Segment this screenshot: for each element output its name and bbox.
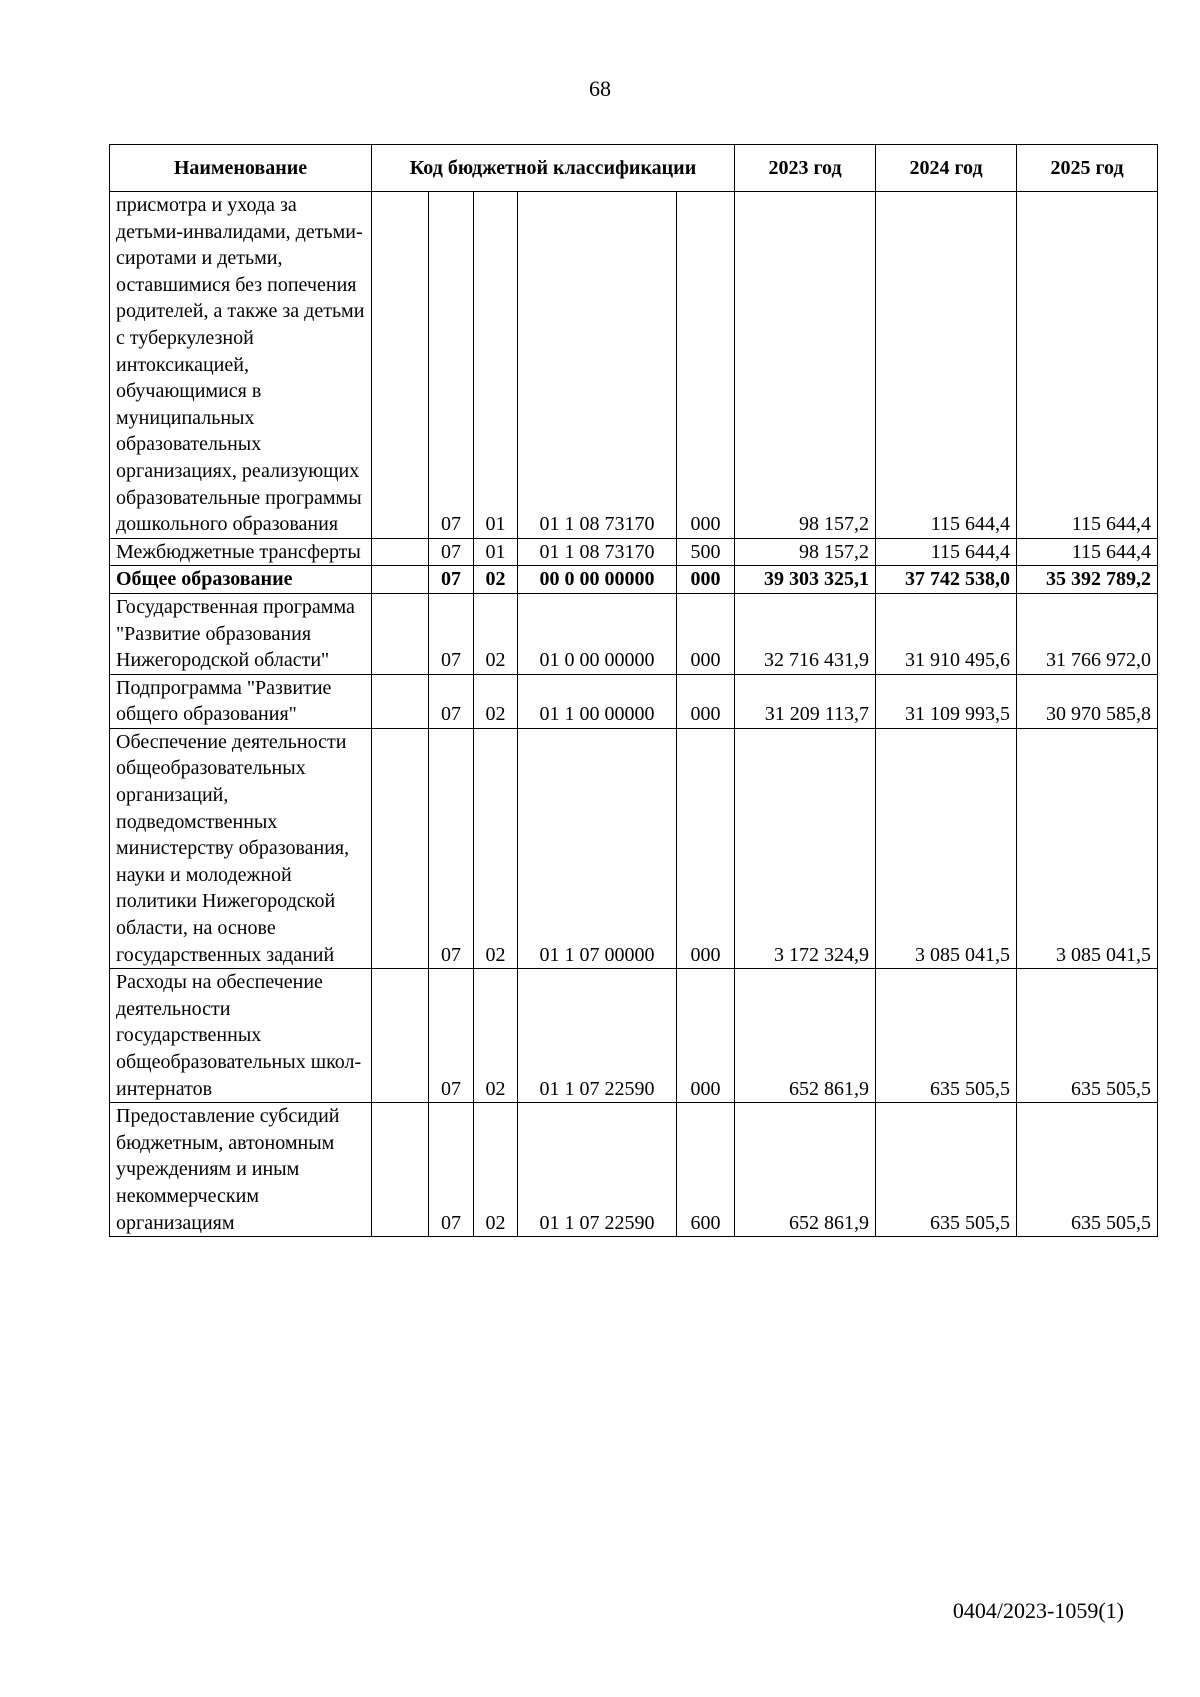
table-row [110,593,1158,674]
code-col-1 [372,969,429,1103]
code-col-1 [372,566,429,594]
table-row [110,1103,1158,1237]
code-section: 07 [429,674,474,728]
header-2025: 2025 год [1017,145,1158,192]
value-2023: 652 861,9 [735,969,876,1103]
code-target: 01 1 08 73170 [518,538,677,566]
value-2024: 31 910 495,6 [876,593,1017,674]
value-2023: 98 157,2 [735,192,876,539]
code-type: 500 [677,538,735,566]
value-2023: 3 172 324,9 [735,728,876,968]
code-col-1 [372,674,429,728]
code-target: 01 0 00 00000 [518,593,677,674]
code-subsection: 02 [474,593,518,674]
table-row [110,969,1158,1103]
header-2023: 2023 год [735,145,876,192]
row-name: Обеспечение деятельности общеобразовательных организаций, подведомственных министерству образования, науки и молодежной политики Нижегородской области, на основе государственных заданий [110,728,372,968]
code-subsection: 02 [474,969,518,1103]
code-col-1 [372,593,429,674]
code-target: 00 0 00 00000 [518,566,677,594]
row-name: Межбюджетные трансферты [110,538,372,566]
code-col-1 [372,538,429,566]
code-target: 01 1 07 22590 [518,1103,677,1237]
code-section: 07 [429,593,474,674]
table-row [110,192,1158,539]
value-2024: 3 085 041,5 [876,728,1017,968]
value-2025: 35 392 789,2 [1017,566,1158,594]
row-name: Подпрограмма "Развитие общего образования" [110,674,372,728]
value-2023: 31 209 113,7 [735,674,876,728]
table-row [110,538,1158,566]
code-type: 600 [677,1103,735,1237]
value-2025: 115 644,4 [1017,538,1158,566]
code-section: 07 [429,1103,474,1237]
value-2023: 98 157,2 [735,538,876,566]
value-2025: 31 766 972,0 [1017,593,1158,674]
code-type: 000 [677,192,735,539]
code-target: 01 1 07 22590 [518,969,677,1103]
code-section: 07 [429,969,474,1103]
table-row [110,728,1158,968]
value-2025: 115 644,4 [1017,192,1158,539]
code-type: 000 [677,728,735,968]
code-type: 000 [677,969,735,1103]
row-name: присмотра и ухода за детьми-инвалидами, детьми-сиротами и детьми, оставшимися без попечения родителей, а также за детьми с туберкулезной интоксикацией, обучающимися в муниципальных образовательных организациях, реализующих образовательные программы дошкольного образования [110,192,372,539]
code-subsection: 02 [474,728,518,968]
code-type: 000 [677,566,735,594]
code-subsection: 02 [474,566,518,594]
code-section: 07 [429,728,474,968]
row-name: Предоставление субсидий бюджетным, автономным учреждениям и иным некоммерческим организациям [110,1103,372,1237]
code-subsection: 02 [474,1103,518,1237]
value-2023: 32 716 431,9 [735,593,876,674]
code-section: 07 [429,192,474,539]
document-code: 0404/2023-1059(1) [952,1598,1124,1623]
code-col-1 [372,728,429,968]
code-col-1 [372,192,429,539]
code-col-1 [372,1103,429,1237]
table-row-total [110,566,1158,594]
code-target: 01 1 00 00000 [518,674,677,728]
row-name: Государственная программа "Развитие образования Нижегородской области" [110,593,372,674]
value-2024: 31 109 993,5 [876,674,1017,728]
code-target: 01 1 07 00000 [518,728,677,968]
value-2024: 37 742 538,0 [876,566,1017,594]
value-2024: 635 505,5 [876,1103,1017,1237]
code-target: 01 1 08 73170 [518,192,677,539]
value-2024: 115 644,4 [876,538,1017,566]
row-name: Расходы на обеспечение деятельности государственных общеобразовательных школ-интернатов [110,969,372,1103]
value-2024: 635 505,5 [876,969,1017,1103]
value-2025: 30 970 585,8 [1017,674,1158,728]
page-number: 68 [589,76,611,101]
value-2023: 39 303 325,1 [735,566,876,594]
code-type: 000 [677,593,735,674]
code-subsection: 02 [474,674,518,728]
code-subsection: 01 [474,192,518,539]
code-type: 000 [677,674,735,728]
value-2024: 115 644,4 [876,192,1017,539]
value-2023: 652 861,9 [735,1103,876,1237]
header-name: Наименование [110,145,372,192]
header-2024: 2024 год [876,145,1017,192]
value-2025: 635 505,5 [1017,969,1158,1103]
table-row [110,674,1158,728]
row-name: Общее образование [110,566,372,594]
value-2025: 635 505,5 [1017,1103,1158,1237]
header-code: Код бюджетной классификации [372,145,735,192]
table-header-row [110,145,1158,192]
code-section: 07 [429,566,474,594]
code-subsection: 01 [474,538,518,566]
code-section: 07 [429,538,474,566]
budget-table [109,144,1158,1237]
value-2025: 3 085 041,5 [1017,728,1158,968]
